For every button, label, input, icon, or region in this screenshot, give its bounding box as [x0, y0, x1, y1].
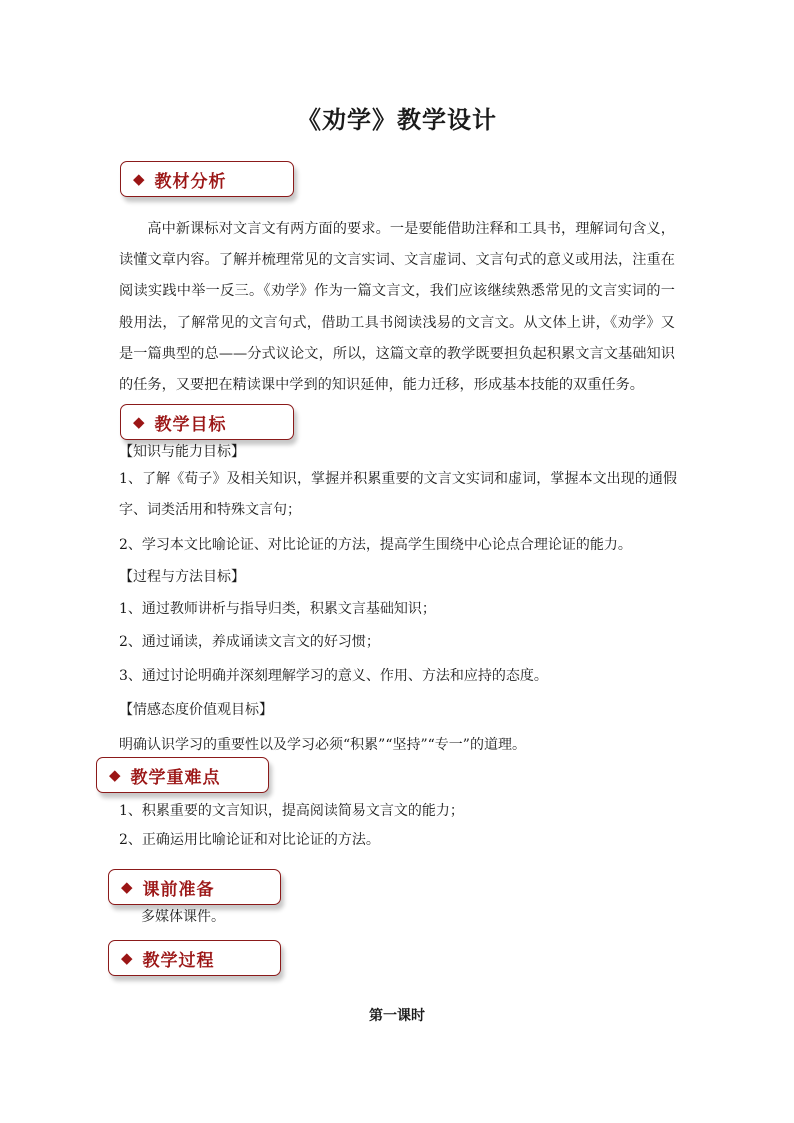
section-heading-preparation	[108, 869, 281, 905]
goal-item: 3、通过讨论明确并深刻理解学习的意义、作用、方法和应持的态度。	[119, 668, 548, 684]
key-point-item: 2、正确运用比喻论证和对比论证的方法。	[119, 832, 380, 848]
section-heading-label: 教材分析	[154, 171, 227, 192]
textbook-analysis-paragraph	[119, 214, 675, 401]
diamond-bullet-icon: ◆	[121, 949, 133, 967]
goal-item: 1、通过教师讲析与指导归类，积累文言基础知识；	[119, 601, 436, 617]
section-heading-key-points	[96, 757, 269, 793]
diamond-bullet-icon: ◆	[133, 170, 145, 188]
key-point-item: 1、积累重要的文言知识，提高阅读简易文言文的能力；	[119, 803, 464, 819]
section-heading-textbook-analysis	[120, 161, 294, 197]
section-heading-teaching-goals	[120, 404, 294, 440]
section-heading-label: 教学重难点	[130, 767, 221, 788]
preparation-item: 多媒体课件。	[141, 909, 225, 925]
goal-item: 明确认识学习的重要性以及学习必须“积累”“坚持”“专一”的道理。	[119, 737, 526, 753]
diamond-bullet-icon: ◆	[133, 413, 145, 431]
section-heading-label: 教学过程	[142, 950, 215, 971]
section-heading-teaching-process	[108, 940, 281, 976]
section-heading-label: 课前准备	[142, 879, 215, 900]
lesson-period-title: 第一课时	[369, 1008, 425, 1024]
diamond-bullet-icon: ◆	[121, 878, 133, 896]
section-heading-label: 教学目标	[154, 414, 227, 435]
goal-item: 2、学习本文比喻论证、对比论证的方法，提高学生围绕中心论点合理论证的能力。	[119, 537, 632, 553]
goal-item: 2、通过诵读，养成诵读文言文的好习惯；	[119, 634, 380, 650]
diamond-bullet-icon: ◆	[109, 766, 121, 784]
subheading-emotion: 【情感态度价值观目标】	[119, 702, 273, 718]
subheading-process: 【过程与方法目标】	[119, 569, 245, 585]
goal-item: 1、了解《荀子》及相关知识，掌握并积累重要的文言文实词和虚词，掌握本文出现的通假字、词类活用和特殊文言句；	[119, 471, 677, 518]
paragraph-text: 高中新课标对文言文有两方面的要求。一是要能借助注释和工具书，理解词句含义，读懂文章内容。了解并梳理常见的文言实词、文言虚词、文言句式的意义或用法，注重在阅读实践中举一反三。《劝学》作为一篇文言文，我们应该继续熟悉常见的文言实词的一般用法，了解常见的文言句式，借助工具书阅读浅易的文言文。从文体上讲，《劝学》又是一篇典型的总——分式议论文，所以，这篇文章的教学既要担负起积累文言文基础知识的任务，又要把在精读课中学到的知识延伸，能力迁移，形成基本技能的双重任务。	[119, 221, 675, 394]
page-title: 《劝学》教学设计	[297, 105, 497, 134]
subheading-knowledge: 【知识与能力目标】	[119, 444, 245, 460]
